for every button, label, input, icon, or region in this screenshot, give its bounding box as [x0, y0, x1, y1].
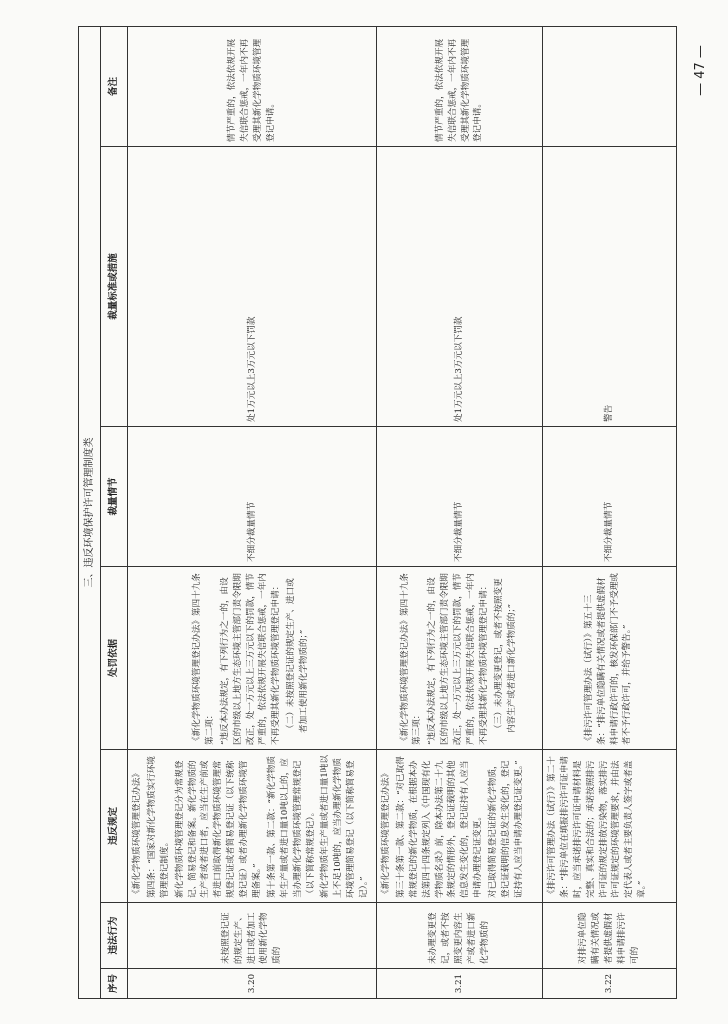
header-circumstance: 裁量情节	[101, 427, 128, 567]
rule-para: 新化学物质年生产量或者进口量1吨以上不足10吨的，应当办理新化学物质环境管理简易登记（以下简称简易登记）。”	[320, 755, 370, 898]
row-circumstance: 不细分裁量情节	[543, 427, 677, 567]
row-measure: 处1万元以上3万元以下罚款	[128, 147, 377, 427]
rule-para: 第四条：“国家对新化学物质实行环境管理登记制度。	[146, 756, 170, 898]
penalty-table	[78, 26, 677, 999]
rule-para: 第三十条第一款、第二款：“对已取得常规登记的新化学物质，在根据本办法第四十四条规定列入《中国现有化学物质名录》前，除本办法第二十九条规定的情形外，登记证载明的其他信息发生变化的，登记证持有人应当申请办理登记证变更。	[395, 756, 484, 898]
basis-para: （二）未按照登记证的规定生产、进口或者加工使用新化学物质的；”	[286, 578, 310, 733]
category-row	[79, 26, 101, 998]
page-number	[690, 40, 710, 100]
header-remark: 备注	[101, 26, 128, 146]
header-row	[101, 26, 128, 998]
row-remark	[543, 26, 677, 146]
table-row	[128, 26, 377, 998]
rule-para: 新化学物质环境管理登记分为常规登记、简易登记和备案。新化学物质的生产者或者进口者，应当在生产前或者进口前取得新化学物质环境管理常规登记证或者简易登记证（以下统称登记证）或者办理新化学物质环境管理备案。”	[174, 760, 263, 898]
rule-para: 《新化学物质环境管理登记办法》	[132, 769, 142, 898]
row-seq: 3.21	[377, 969, 543, 999]
row-basis	[128, 567, 377, 750]
rule-para: 对已取得简易登记证的新化学物质，登记证载明的信息发生变化的，登记证持有人应当申请办理登记证变更。”	[488, 760, 524, 898]
page-number-text: — 47 —	[692, 44, 708, 96]
header-rule: 违反规定	[101, 750, 128, 903]
row-remark: 情节严重的，依法依规开展失信联合惩戒，一年内不再受理其新化学物质环境管理登记申请。	[128, 26, 377, 146]
row-basis	[543, 567, 677, 750]
row-circumstance: 不细分裁量情节	[128, 427, 377, 567]
rotated-table-container	[78, 27, 677, 999]
rule-para: 《排污许可管理办法（试行）》第二十条：“排污单位在填报排污许可证申请时，应当承诺排污许可证申请材料是完整、真实和合法的；承诺按照排污许可证的规定排放污染物，落实排污许可证规定的环境管理要求，并由法定代表人或者主要负责人签字或者盖章。”	[547, 756, 648, 898]
row-act: 未办理变更登记，或者不按照变更内容生产或者进口新化学物质的	[377, 903, 543, 969]
row-rule	[543, 750, 677, 903]
row-seq: 3.20	[128, 969, 377, 999]
basis-para: 《排污许可管理办法（试行）》第五十三条：“排污单位隐瞒有关情况或者提供虚假材料申请行政许可的，核发环保部门不予受理或者不予行政许可，并给予警告。”	[583, 573, 633, 745]
rule-para: 《新化学物质环境管理登记办法》	[381, 769, 392, 898]
row-measure: 警告	[543, 147, 677, 427]
row-remark: 情节严重的，依法依规开展失信联合惩戒，一年内不再受理其新化学物质环境管理登记申请。	[377, 26, 543, 146]
header-seq: 序号	[101, 969, 128, 999]
header-measure: 裁量标准或措施	[101, 147, 128, 427]
basis-para: 《新化学物质环境管理登记办法》第四十九条第三项：	[399, 573, 423, 745]
rule-para: 第十条第一款、第二款：“新化学物质年生产量或者进口量10吨以上的，应当办理新化学物质环境管理常规登记（以下简称常规登记）。	[266, 756, 316, 898]
row-act: 对排污单位隐瞒有关情况或者提供虚假材料申请排污许可的	[543, 903, 677, 969]
table-row	[543, 26, 677, 998]
row-rule	[128, 750, 377, 903]
basis-para: “违反本办法规定，有下列行为之一的，由设区的市级以上地方生态环境主管部门责令限期改正，处一万元以上三万元以下的罚款，情节严重的，依法依规开展失信联合惩戒，一年内不再受理其新化学物质环境管理登记申请：	[427, 573, 489, 745]
table-row	[377, 26, 543, 998]
basis-para: 《新化学物质环境管理登记办法》第四十九条第二项：	[192, 573, 215, 745]
row-basis	[377, 567, 543, 750]
row-seq: 3.22	[543, 969, 677, 999]
row-measure: 处1万元以上3万元以下罚款	[377, 147, 543, 427]
row-rule	[377, 750, 543, 903]
basis-para: （三）未办理变更登记，或者不按照变更内容生产或者进口新化学物质的；”	[493, 578, 517, 733]
row-circumstance: 不细分裁量情节	[377, 427, 543, 567]
category-title: 三、违反环境保护许可管理制度类	[79, 26, 101, 998]
header-act: 违法行为	[101, 903, 128, 969]
header-basis: 处罚依据	[101, 567, 128, 750]
basis-para: “违反本办法规定，有下列行为之一的，由设区的市级以上地方生态环境主管部门责令限期改正，处一万元以上三万元以下的罚款，情节严重的，依法依规开展失信联合惩戒，一年内不再受理其新化学物质环境管理登记申请：	[219, 573, 282, 745]
row-act: 未按照登记证的规定生产、进口或者加工使用新化学物质的	[128, 903, 377, 969]
